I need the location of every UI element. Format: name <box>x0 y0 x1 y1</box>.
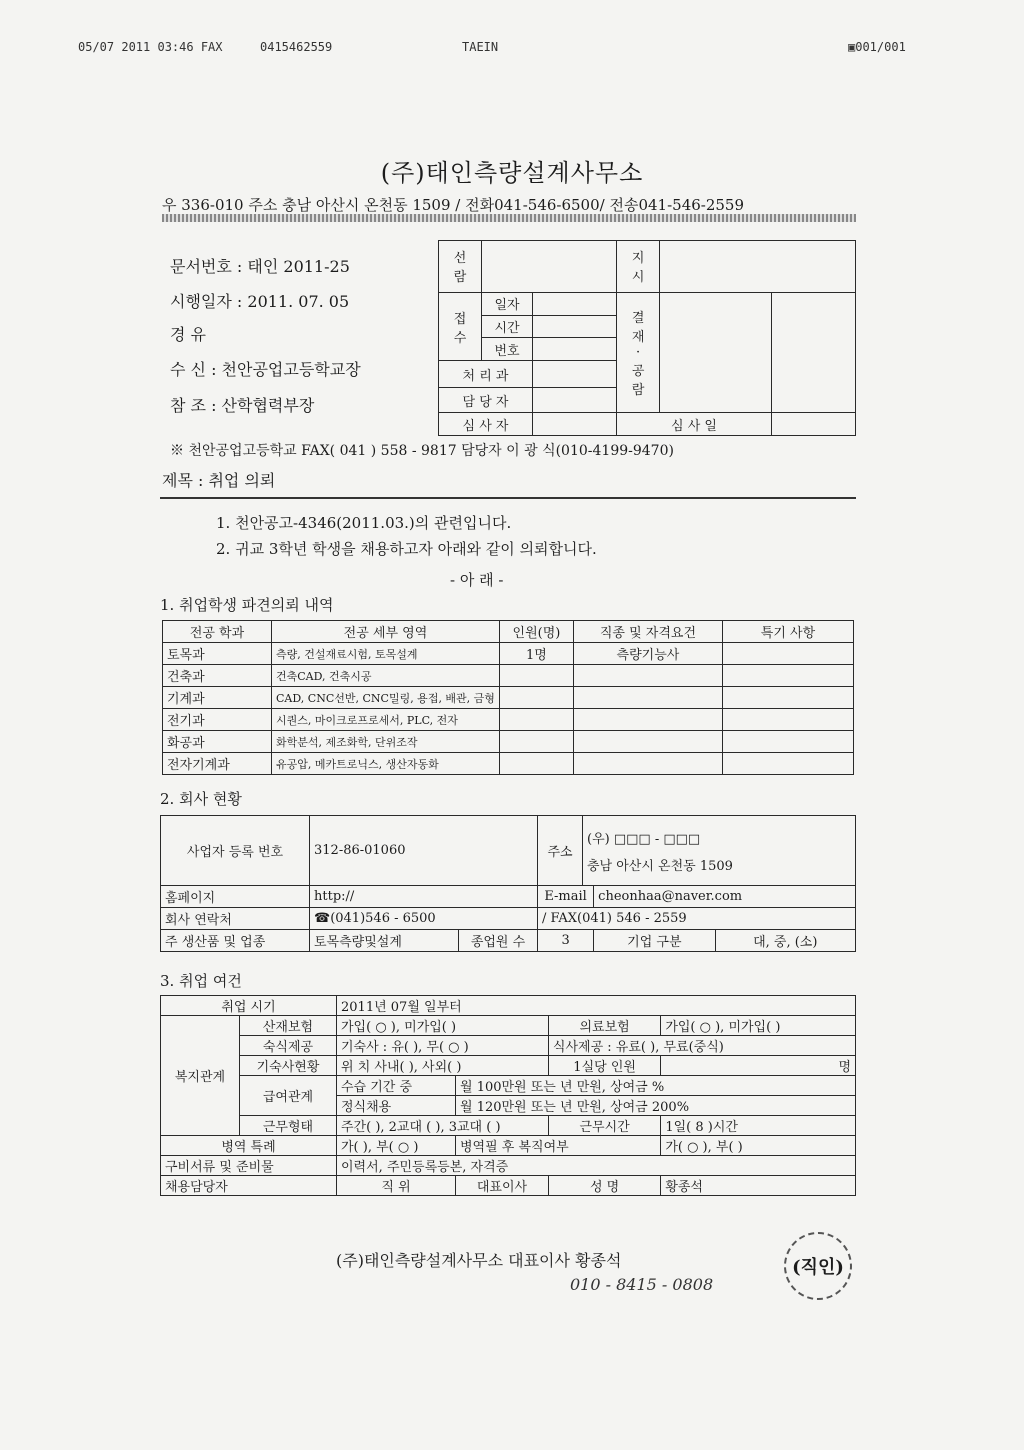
dispatch-cell: 유공압, 메카트로닉스, 생산자동화 <box>272 753 500 775</box>
type-label: 기업 구분 <box>594 930 715 952</box>
dispatch-cell: 측량, 건설재료시험, 토목설계 <box>272 643 500 665</box>
insurance-value: 가입( ○ ), 미가입( ) <box>337 1016 549 1036</box>
dispatch-cell <box>573 709 722 731</box>
seon-label: 선 <box>453 251 467 267</box>
dorm-value: 기숙사 : 유( ), 무( ○ ) <box>337 1036 549 1056</box>
signature-line: (주)태인측량설계사무소 대표이사 황종석 <box>336 1251 622 1270</box>
doc-number: 문서번호 : 태인 2011-25 <box>170 257 350 276</box>
sigan-label: 시간 <box>482 315 533 338</box>
addr-value: 충남 아산시 온천동 1509 <box>587 858 733 874</box>
dot-label: · <box>636 345 641 360</box>
dispatch-cell <box>722 665 853 687</box>
col-field: 전공 세부 영역 <box>272 621 500 643</box>
dispatch-cell <box>499 709 573 731</box>
dispatch-cell <box>722 687 853 709</box>
sigan-value <box>533 315 617 338</box>
email-label: E-mail <box>538 886 594 908</box>
dispatch-cell: 기계과 <box>163 687 272 709</box>
issue-date: 시행일자 : 2011. 07. 05 <box>170 292 350 311</box>
si-label: 시 <box>631 270 645 286</box>
dispatch-cell: 시퀀스, 마이크로프로세서, PLC, 전자 <box>272 709 500 731</box>
jeop-su-cell <box>439 292 482 360</box>
dispatch-cell <box>722 643 853 665</box>
reg-label: 사업자 등록 번호 <box>161 816 310 886</box>
subject-rule <box>160 497 856 499</box>
ji-label: 지 <box>631 251 645 267</box>
addr-label: 주소 <box>538 816 583 886</box>
contact-value: ☎(041)546 - 6500 <box>310 908 538 930</box>
seon-ram-cell <box>439 241 482 293</box>
dormstat-label: 기숙사현황 <box>240 1056 337 1076</box>
dispatch-cell <box>573 665 722 687</box>
docs-value: 이력서, 주민등록등본, 자격증 <box>337 1156 856 1176</box>
jae-label: 재 <box>631 330 645 345</box>
section2-heading: 2. 회사 현황 <box>160 790 242 808</box>
dispatch-cell: 1명 <box>499 643 573 665</box>
type-value: 대, 중, (소) <box>715 930 856 952</box>
addr-cell <box>583 816 856 886</box>
fax-icon: ▣ <box>848 40 856 54</box>
dispatch-table <box>162 620 854 775</box>
ilja-value <box>533 292 617 315</box>
dispatch-cell: 전자기계과 <box>163 753 272 775</box>
via: 경 유 <box>170 325 206 344</box>
dispatch-cell <box>499 731 573 753</box>
beonho-label: 번호 <box>482 338 533 361</box>
company-address: 우 336-010 주소 충남 아산시 온천동 1509 / 전화041-546-6500/ 전송041-546-2559 <box>162 196 745 214</box>
damdangja-label: 담 당 자 <box>439 388 533 413</box>
start-label: 취업 시기 <box>161 996 337 1016</box>
simsaja-label: 심 사 자 <box>439 413 533 436</box>
hr-name-label: 성 명 <box>548 1176 660 1196</box>
dispatch-cell <box>722 731 853 753</box>
email-value: cheonhaa@naver.com <box>594 886 856 908</box>
ram-label: 람 <box>453 270 467 286</box>
dispatch-cell <box>573 731 722 753</box>
dispatch-cell: 화학분석, 제조화학, 단위조작 <box>272 731 500 753</box>
hours-label: 근무시간 <box>548 1116 660 1136</box>
pay-label: 급여관계 <box>240 1076 337 1116</box>
employees-value: 3 <box>538 930 594 952</box>
company-title: (주)태인측량설계사무소 <box>380 159 644 187</box>
contact-label: 회사 연락처 <box>161 908 310 930</box>
dispatch-cell <box>499 753 573 775</box>
su-label: 수 <box>453 330 467 346</box>
section3-heading: 3. 취업 여건 <box>160 972 242 990</box>
mil-value: 가( ), 부( ○ ) <box>337 1136 456 1156</box>
dispatch-cell: 전기과 <box>163 709 272 731</box>
dispatch-cell: 건축CAD, 건축시공 <box>272 665 500 687</box>
work-value: 주간( ), 2교대 ( ), 3교대 ( ) <box>337 1116 549 1136</box>
dispatch-cell <box>499 665 573 687</box>
ji-si-cell <box>617 241 660 293</box>
ram2-label: 람 <box>631 383 645 398</box>
handwritten-phone: 010 - 8415 - 0808 <box>570 1275 714 1294</box>
company-seal: (직인) <box>784 1232 852 1300</box>
fax-value: / FAX(041) 546 - 2559 <box>538 908 856 930</box>
col-qual: 직종 및 자격요건 <box>573 621 722 643</box>
header-divider <box>162 214 856 222</box>
simsail-value <box>771 413 855 436</box>
insurance-label: 산재보험 <box>240 1016 337 1036</box>
fax-page <box>848 40 906 54</box>
dispatch-cell: 측량기능사 <box>573 643 722 665</box>
damdangja-value <box>533 388 617 413</box>
dispatch-row <box>163 687 854 709</box>
dispatch-row <box>163 753 854 775</box>
cheorigwa-label: 처 리 과 <box>439 361 533 388</box>
gyeol-label: 결 <box>631 311 645 326</box>
dorm-label: 숙식제공 <box>240 1036 337 1056</box>
dispatch-cell <box>573 753 722 775</box>
dispatch-cell <box>722 753 853 775</box>
section1-heading: 1. 취업학생 파견의뢰 내역 <box>160 596 334 614</box>
fax-sender: TAEIN <box>462 40 499 54</box>
dispatch-cell: 화공과 <box>163 731 272 753</box>
perroom-value: 명 <box>661 1056 856 1076</box>
fax-datetime: 05/07 2011 03:46 FAX <box>78 40 223 54</box>
reg-value: 312-86-01060 <box>310 816 538 886</box>
cheorigwa-value <box>533 361 617 388</box>
dormstat-value: 위 치 사내( ), 사외( ) <box>337 1056 549 1076</box>
product-value: 토목측량및설계 <box>310 930 459 952</box>
docs-label: 구비서류 및 준비물 <box>161 1156 337 1176</box>
dispatch-row <box>163 709 854 731</box>
ilja-label: 일자 <box>482 292 533 315</box>
col-notes: 특기 사항 <box>722 621 853 643</box>
contact-note: ※ 천안공업고등학교 FAX( 041 ) 558 - 9817 담당자 이 광 식(010-4199-9470) <box>170 443 674 459</box>
fax-number: 0415462559 <box>260 40 333 54</box>
mil-return-value: 가( ○ ), 부( ) <box>661 1136 856 1156</box>
review-blank <box>482 241 617 293</box>
beonho-value <box>533 338 617 361</box>
work-label: 근무형태 <box>240 1116 337 1136</box>
hr-pos-label: 직 위 <box>337 1176 456 1196</box>
approval-table <box>438 240 856 436</box>
dispatch-cell <box>499 687 573 709</box>
homepage-value: http:// <box>310 886 538 908</box>
dispatch-cell: CAD, CNC선반, CNC밀링, 용접, 배관, 금형 <box>272 687 500 709</box>
hr-name-value: 황종석 <box>661 1176 856 1196</box>
below-marker: - 아 래 - <box>450 571 504 589</box>
approval-blank-2 <box>771 292 855 412</box>
col-count: 인원(명) <box>499 621 573 643</box>
pay-train-value: 월 100만원 또는 년 만원, 상여금 % <box>456 1076 856 1096</box>
perroom-label: 1실당 인원 <box>548 1056 660 1076</box>
hr-pos-value: 대표이사 <box>456 1176 549 1196</box>
dispatch-cell <box>722 709 853 731</box>
pay-reg-value: 월 120만원 또는 년 만원, 상여금 200% <box>456 1096 856 1116</box>
product-label: 주 생산품 및 업종 <box>161 930 310 952</box>
welfare-label: 복지관계 <box>161 1016 240 1136</box>
dispatch-row <box>163 665 854 687</box>
hr-label: 채용담당자 <box>161 1176 337 1196</box>
med-label: 의료보험 <box>548 1016 660 1036</box>
instruction-blank <box>660 241 856 293</box>
meal-value: 식사제공 : 유료( ), 무료(중식) <box>548 1036 855 1056</box>
pay-reg-label: 정식채용 <box>337 1096 456 1116</box>
gong-label: 공 <box>631 364 645 379</box>
mil-return-label: 병역필 후 복직여부 <box>456 1136 661 1156</box>
reference: 참 조 : 산학협력부장 <box>170 396 315 415</box>
company-table <box>160 815 856 952</box>
jeop-label: 접 <box>453 311 467 327</box>
dispatch-header-row <box>163 621 854 643</box>
fax-page-count: 001/001 <box>855 40 906 54</box>
mil-label: 병역 특례 <box>161 1136 337 1156</box>
dispatch-row <box>163 643 854 665</box>
conditions-table <box>160 995 856 1196</box>
col-dept: 전공 학과 <box>163 621 272 643</box>
approval-blank-1 <box>660 292 772 412</box>
homepage-label: 홈페이지 <box>161 886 310 908</box>
hours-value: 1일( 8 )시간 <box>661 1116 856 1136</box>
simsaja-value <box>533 413 617 436</box>
med-value: 가입( ○ ), 미가입( ) <box>661 1016 856 1036</box>
dispatch-cell <box>573 687 722 709</box>
zip: (우) □□□ - □□□ <box>587 831 701 847</box>
dispatch-cell: 건축과 <box>163 665 272 687</box>
dispatch-row <box>163 731 854 753</box>
recipient: 수 신 : 천안공업고등학교장 <box>170 360 361 379</box>
employees-label: 종업원 수 <box>459 930 538 952</box>
pay-train-label: 수습 기간 중 <box>337 1076 456 1096</box>
gyeoljae-cell <box>617 292 660 412</box>
subject: 제목 : 취업 의뢰 <box>162 471 276 490</box>
simsail-label: 심 사 일 <box>617 413 772 436</box>
dispatch-cell: 토목과 <box>163 643 272 665</box>
start-value: 2011년 07월 일부터 <box>337 996 856 1016</box>
body-line-2: 2. 귀교 3학년 학생을 채용하고자 아래와 같이 의뢰합니다. <box>216 540 597 558</box>
body-line-1: 1. 천안공고-4346(2011.03.)의 관련입니다. <box>216 514 512 532</box>
